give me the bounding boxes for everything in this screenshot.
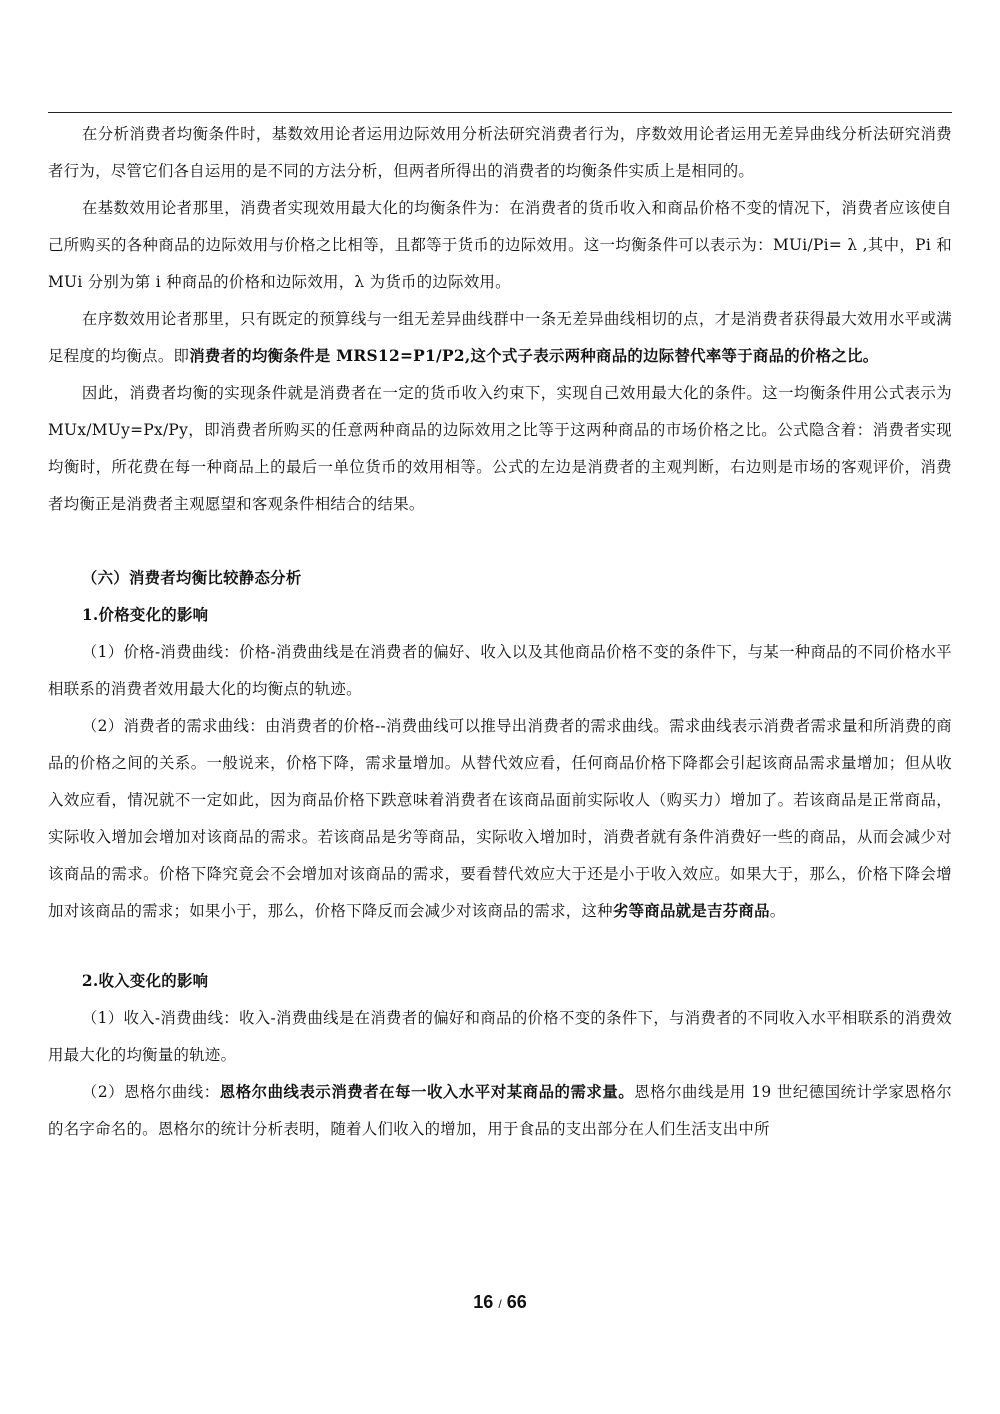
page-body xyxy=(48,116,952,1148)
section-heading: （六）消费者均衡比较静态分析 xyxy=(81,569,302,587)
current-page: 16 xyxy=(473,1292,494,1312)
paragraph-bold-text: 恩格尔曲线表示消费者在每一收入水平对某商品的需求量。 xyxy=(219,1083,635,1101)
paragraph xyxy=(48,708,952,930)
paragraph-bold-text: 劣等商品就是吉芬商品 xyxy=(612,902,770,920)
subsection-heading: 1.价格变化的影响 xyxy=(81,606,209,624)
paragraph-text: 在序数效用论者那里，只有既定的预算线与一组无差异曲线群中一条无差异曲线相切的点，才是消费者获得最大效用水平或满足程度的均衡点。即 xyxy=(48,310,952,365)
paragraph: 因此，消费者均衡的实现条件就是消费者在一定的货币收入约束下，实现自己效用最大化的条件。这一均衡条件用公式表示为 MUx/MUy=Px/Py，即消费者所购买的任意两种商品的边际效用之比等于这两种商品的市场价格之比。公式隐含着：消费者实现均衡时，所花费在每一种商品上的最后一单位货币的效用相等。公式的左边是消费者的主观判断，右边则是市场的客观评价，消费者均衡正是消费者主观愿望和客观条件相结合的结果。 xyxy=(48,384,952,513)
paragraph xyxy=(48,301,952,375)
page-separator: / xyxy=(498,1297,502,1311)
page-number xyxy=(0,1292,1000,1313)
spacer xyxy=(48,930,952,963)
paragraph-text: 。 xyxy=(769,902,786,920)
header-rule xyxy=(48,112,952,113)
paragraph: 在基数效用论者那里，消费者实现效用最大化的均衡条件为：在消费者的货币收入和商品价格不变的情况下，消费者应该使自己所购买的各种商品的边际效用与价格之比相等，且都等于货币的边际效用。这一均衡条件可以表示为：MUi/Pi= λ ,其中，Pi 和 MUi 分别为第 i 种商品的价格和边际效用，λ 为货币的边际效用。 xyxy=(48,199,952,291)
paragraph: （1）收入-消费曲线：收入-消费曲线是在消费者的偏好和商品的价格不变的条件下，与消费者的不同收入水平相联系的消费效用最大化的均衡量的轨迹。 xyxy=(48,1009,952,1064)
paragraph: 在分析消费者均衡条件时，基数效用论者运用边际效用分析法研究消费者行为，序数效用论者运用无差异曲线分析法研究消费者行为，尽管它们各自运用的是不同的方法分析，但两者所得出的消费者的均衡条件实质上是相同的。 xyxy=(48,125,952,180)
paragraph-text: （2）恩格尔曲线： xyxy=(81,1083,220,1101)
paragraph: （1）价格-消费曲线：价格-消费曲线是在消费者的偏好、收入以及其他商品价格不变的条件下，与某一种商品的不同价格水平相联系的消费者效用最大化的均衡点的轨迹。 xyxy=(48,643,952,698)
spacer xyxy=(48,523,952,560)
paragraph xyxy=(48,1074,952,1148)
paragraph-bold-text: 消费者的均衡条件是 MRS12=P1/P2,这个式子表示两种商品的边际替代率等于商品的价格之比。 xyxy=(189,347,879,365)
paragraph-text: （2）消费者的需求曲线：由消费者的价格--消费曲线可以推导出消费者的需求曲线。需求曲线表示消费者需求量和所消费的商品的价格之间的关系。一般说来，价格下降，需求量增加。从替代效应看，任何商品价格下降都会引起该商品需求量增加；但从收入效应看，情况就不一定如此，因为商品价格下跌意味着消费者在该商品面前实际收人（购买力）增加了。若该商品是正常商品，实际收入增加会增加对该商品的需求。若该商品是劣等商品，实际收入增加时，消费者就有条件消费好一些的商品，从而会减少对该商品的需求。价格下降究竟会不会增加对该商品的需求，要看替代效应大于还是小于收入效应。如果大于，那么，价格下降会增加对该商品的需求；如果小于，那么，价格下降反而会减少对该商品的需求，这种 xyxy=(48,717,952,920)
paragraph-text: 恩格尔曲线是用 19 世纪德国统计学家恩格尔的名字命名的。恩格尔的统计分析表明，随着人们收入的增加，用于食品的支出部分在人们生活支出中所 xyxy=(48,1083,952,1138)
subsection-heading: 2.收入变化的影响 xyxy=(81,972,209,990)
total-pages: 66 xyxy=(506,1292,527,1312)
